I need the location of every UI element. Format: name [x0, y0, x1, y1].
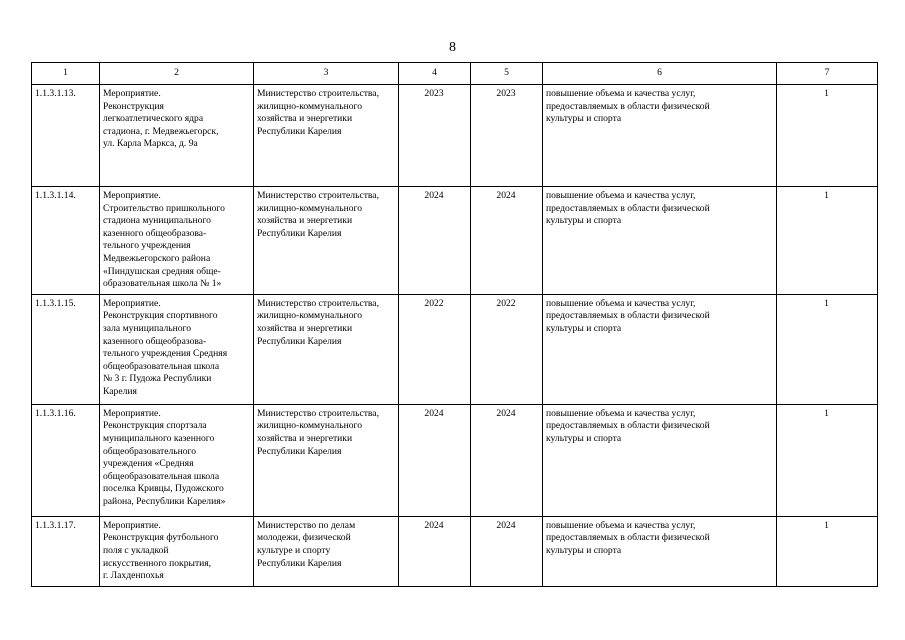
event-line: г. Лахденпохья — [103, 570, 164, 582]
start-year-cell: 2023 — [399, 85, 471, 187]
ministry-cell — [254, 85, 399, 187]
result-line: повышение объема и качества услуг, — [546, 88, 696, 99]
table-row — [32, 187, 878, 295]
ministry-line: Республики Карелия — [257, 125, 342, 137]
ministry-line: Республики Карелия — [257, 227, 342, 239]
column-header: 4 — [399, 63, 471, 85]
column-header: 7 — [777, 63, 878, 85]
ministry-line: Республики Карелия — [257, 335, 342, 347]
data-table — [31, 62, 878, 587]
event-line: тельного учреждения Средняя — [103, 348, 228, 360]
event-line: общеобразовательная школа — [103, 470, 220, 482]
ministry-line: культуре и спорту — [257, 544, 331, 556]
event-line: «Пиндушская средняя обще- — [103, 265, 221, 277]
event-line: ул. Карла Маркса, д. 9а — [103, 138, 198, 150]
result-cell — [543, 294, 777, 404]
event-line: № 3 г. Пудожа Республики — [103, 373, 212, 385]
table-row — [32, 404, 878, 516]
ministry-line: молодежи, физической — [257, 532, 351, 544]
result-line: повышение объема и качества услуг, — [546, 297, 696, 309]
event-line: стадиона, г. Медвежьегорск, — [103, 125, 219, 137]
row-number-cell: 1.1.3.1.15. — [32, 294, 100, 404]
event-line: Реконструкция спортзала — [103, 420, 207, 432]
column-header: 1 — [32, 63, 100, 85]
indicator-value-cell: 1 — [777, 85, 878, 187]
ministry-line: Министерство строительства, — [257, 190, 379, 201]
event-line: Реконструкция спортивного — [103, 310, 218, 322]
event-cell — [100, 187, 254, 295]
ministry-line: жилищно-коммунального — [257, 100, 362, 112]
result-cell — [543, 187, 777, 295]
event-line: искусственного покрытия, — [103, 557, 212, 569]
ministry-line: хозяйства и энергетики — [257, 113, 353, 125]
ministry-cell — [254, 404, 399, 516]
column-header: 2 — [100, 63, 254, 85]
result-cell — [543, 85, 777, 187]
result-line: предоставляемых в области физической — [546, 310, 710, 322]
result-line: культуры и спорта — [546, 113, 622, 125]
event-line: Реконструкция — [103, 100, 164, 112]
event-cell — [100, 85, 254, 187]
ministry-line: Министерство строительства, — [257, 88, 379, 99]
event-line: образовательная школа № 1» — [103, 278, 222, 290]
event-cell — [100, 404, 254, 516]
start-year-cell: 2024 — [399, 187, 471, 295]
event-line: зала муниципального — [103, 322, 192, 334]
table-header-row — [32, 63, 878, 85]
event-line: поля с укладкой — [103, 544, 169, 556]
event-line: Мероприятие. — [103, 519, 161, 531]
event-line: Мероприятие. — [103, 88, 161, 99]
page-number: 8 — [449, 40, 456, 55]
ministry-cell — [254, 294, 399, 404]
event-line: легкоатлетического ядра — [103, 113, 204, 125]
event-line: тельного учреждения — [103, 240, 191, 252]
column-header: 5 — [471, 63, 543, 85]
ministry-cell — [254, 187, 399, 295]
result-cell — [543, 404, 777, 516]
ministry-line: Республики Карелия — [257, 445, 342, 457]
event-line: казенного общеобразова- — [103, 335, 207, 347]
result-line: повышение объема и качества услуг, — [546, 190, 696, 201]
event-line: Строительство пришкольного — [103, 202, 225, 214]
end-year-cell: 2022 — [471, 294, 543, 404]
row-number-cell: 1.1.3.1.13. — [32, 85, 100, 187]
result-line: повышение объема и качества услуг, — [546, 519, 696, 531]
end-year-cell: 2024 — [471, 516, 543, 586]
result-line: предоставляемых в области физической — [546, 100, 710, 112]
indicator-value-cell: 1 — [777, 294, 878, 404]
result-line: предоставляемых в области физической — [546, 202, 710, 214]
event-line: общеобразовательная школа — [103, 360, 220, 372]
ministry-line: Министерство строительства, — [257, 297, 379, 309]
column-header: 3 — [254, 63, 399, 85]
result-line: культуры и спорта — [546, 432, 622, 444]
ministry-line: Министерство по делам — [257, 519, 356, 531]
event-line: Реконструкция футбольного — [103, 532, 219, 544]
event-line: Мероприятие. — [103, 190, 161, 201]
ministry-line: Республики Карелия — [257, 557, 342, 569]
table-row — [32, 85, 878, 187]
event-line: учреждения «Средняя — [103, 458, 194, 470]
event-line: Мероприятие. — [103, 407, 161, 419]
event-line: казенного общеобразова- — [103, 227, 207, 239]
ministry-line: жилищно-коммунального — [257, 310, 362, 322]
result-cell — [543, 516, 777, 586]
row-number-cell: 1.1.3.1.17. — [32, 516, 100, 586]
result-line: повышение объема и качества услуг, — [546, 407, 696, 419]
ministry-line: Министерство строительства, — [257, 407, 379, 419]
row-number-cell: 1.1.3.1.16. — [32, 404, 100, 516]
result-line: предоставляемых в области физической — [546, 420, 710, 432]
result-line: предоставляемых в области физической — [546, 532, 710, 544]
event-cell — [100, 516, 254, 586]
row-number-cell: 1.1.3.1.14. — [32, 187, 100, 295]
result-line: культуры и спорта — [546, 215, 622, 227]
table-row — [32, 516, 878, 586]
event-line: района, Республики Карелия» — [103, 495, 226, 507]
column-header: 6 — [543, 63, 777, 85]
end-year-cell: 2024 — [471, 404, 543, 516]
end-year-cell: 2024 — [471, 187, 543, 295]
result-line: культуры и спорта — [546, 322, 622, 334]
start-year-cell: 2024 — [399, 404, 471, 516]
ministry-line: жилищно-коммунального — [257, 420, 362, 432]
result-line: культуры и спорта — [546, 544, 622, 556]
event-line: Мероприятие. — [103, 297, 161, 309]
start-year-cell: 2022 — [399, 294, 471, 404]
ministry-line: хозяйства и энергетики — [257, 432, 353, 444]
indicator-value-cell: 1 — [777, 404, 878, 516]
table-row — [32, 294, 878, 404]
ministry-line: хозяйства и энергетики — [257, 322, 353, 334]
indicator-value-cell: 1 — [777, 516, 878, 586]
indicator-value-cell: 1 — [777, 187, 878, 295]
event-line: поселка Кривцы, Пудожского — [103, 483, 224, 495]
ministry-line: хозяйства и энергетики — [257, 215, 353, 227]
start-year-cell: 2024 — [399, 516, 471, 586]
event-line: Карелия — [103, 385, 137, 397]
ministry-cell — [254, 516, 399, 586]
event-cell — [100, 294, 254, 404]
end-year-cell: 2023 — [471, 85, 543, 187]
event-line: муниципального казенного — [103, 432, 215, 444]
event-line: Медвежьегорского района — [103, 252, 211, 264]
event-line: стадиона муниципального — [103, 215, 211, 227]
ministry-line: жилищно-коммунального — [257, 202, 362, 214]
event-line: общеобразовательного — [103, 445, 197, 457]
